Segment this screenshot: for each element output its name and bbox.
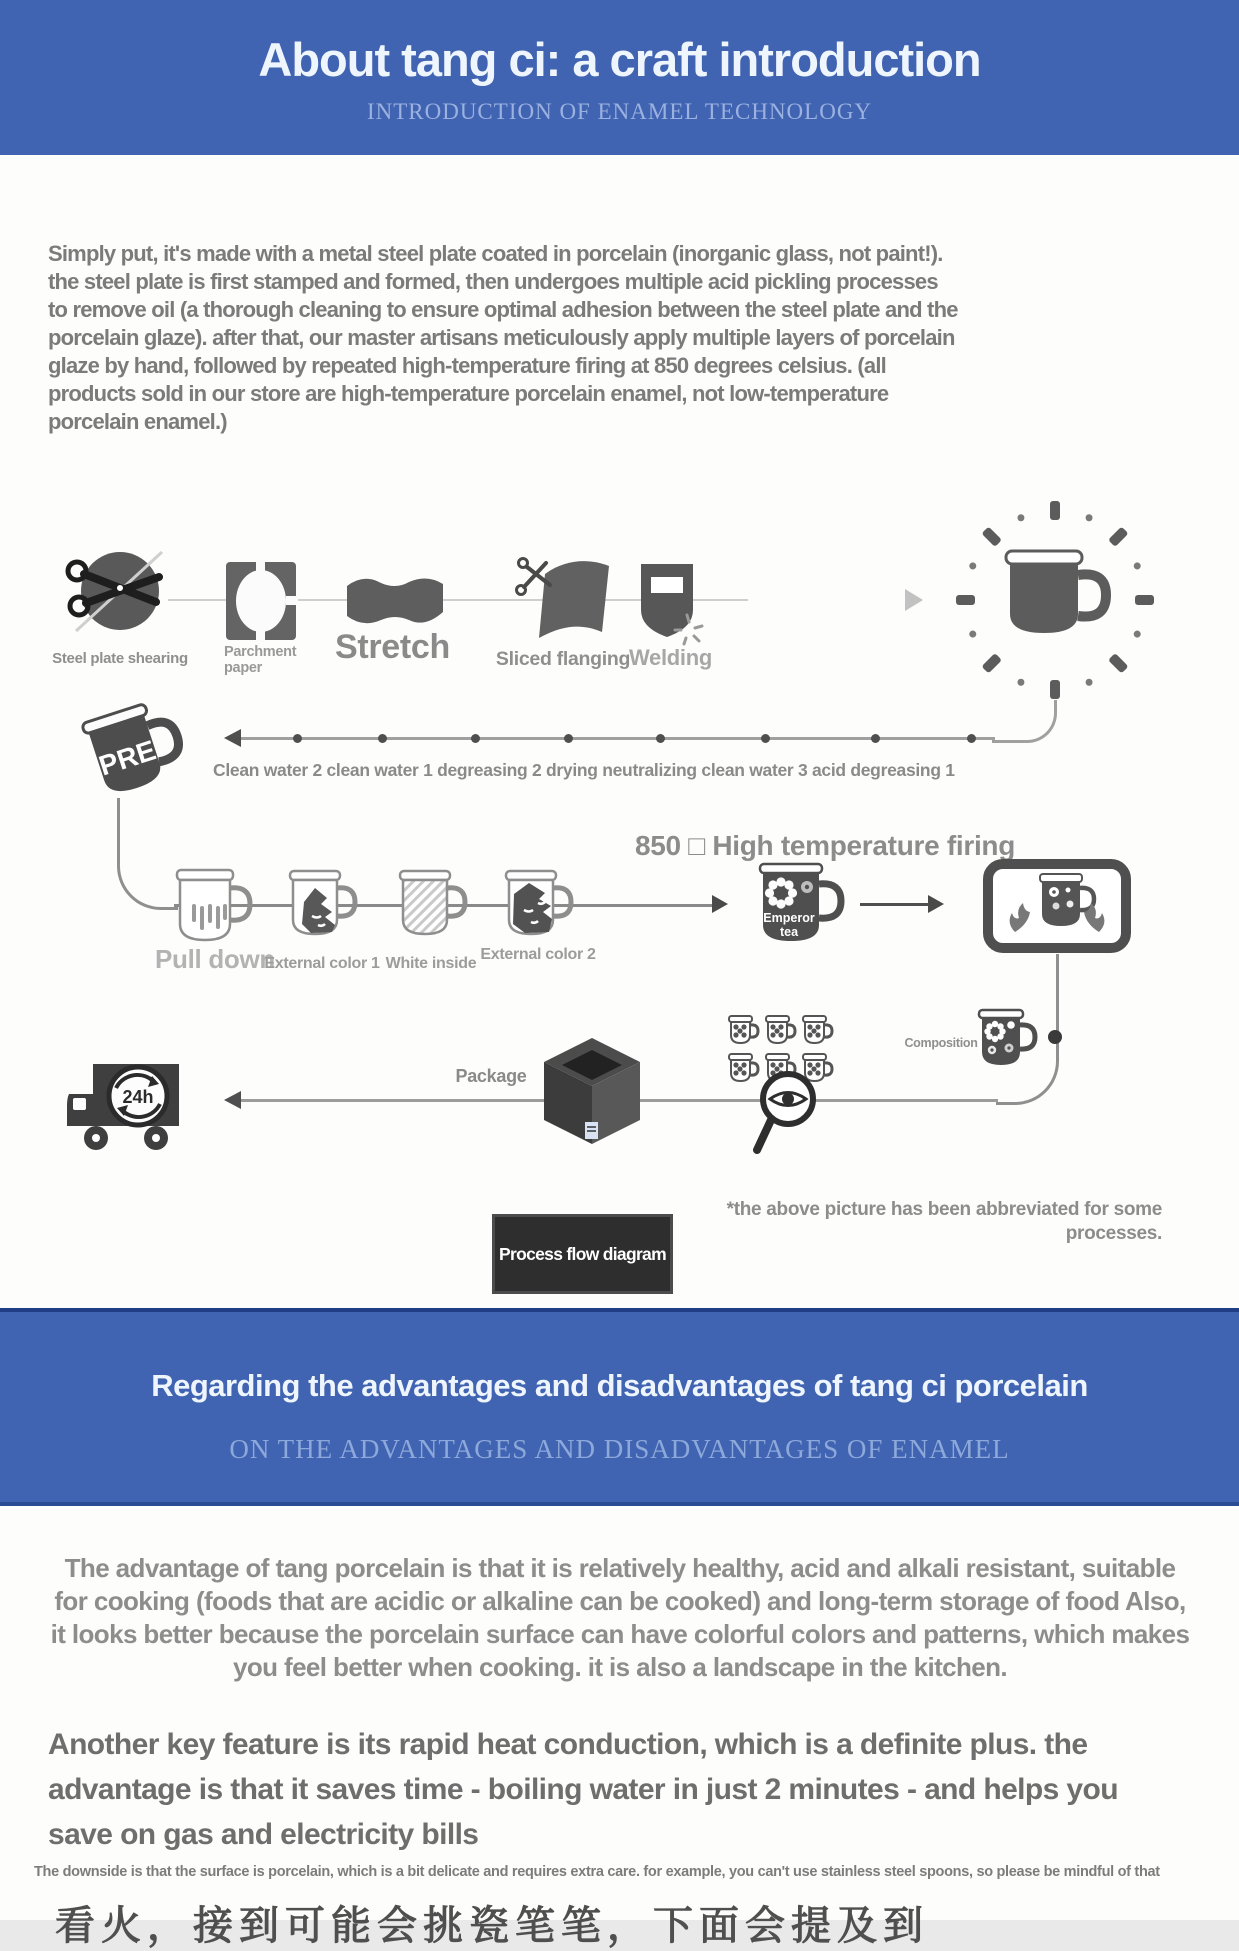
sliced-flanging-icon	[515, 550, 615, 650]
flow-line-row2	[240, 737, 995, 740]
flow-dot	[378, 734, 387, 743]
white-inside-mug-icon	[392, 868, 470, 942]
flow-dot	[564, 734, 573, 743]
process-flow-diagram-box	[492, 1214, 673, 1294]
composition-label: Composition	[904, 1036, 978, 1050]
flow-footnote: *the above picture has been abbreviated for some processes.	[726, 1199, 1162, 1244]
arrow-right-icon	[712, 895, 728, 913]
emperor-mug-text-line2: tea	[779, 925, 799, 939]
steel-plate-shearing-icon	[66, 541, 171, 646]
process-flow-diagram-label: Process flow diagram	[499, 1243, 666, 1264]
advantages-paragraph: The advantage of tang porcelain is that it is relatively healthy, acid and alkali resistant, suitable for cooking (foods that are acidic or alkaline can be cooked) and long-term storage of food Also, it looks better because the porcelain surface can have colorful colors and patterns, which makes you feel better when cooking. it is also a landscape in the kitchen.	[50, 1553, 1190, 1682]
pre-mug-text: PRE	[95, 734, 160, 782]
cleaning-steps-caption: Clean water 2 clean water 1 degreasing 2 drying neutralizing clean water 3 acid degreasing 1	[213, 760, 955, 780]
step-label-shearing: Steel plate shearing	[52, 650, 188, 667]
step-label-welding: Welding	[628, 645, 713, 670]
page-subtitle: INTRODUCTION OF ENAMEL TECHNOLOGY	[366, 99, 873, 124]
stretch-icon	[345, 572, 445, 630]
small-mug-icon	[800, 1014, 836, 1046]
flow-dot	[293, 734, 302, 743]
flow-dot	[656, 734, 665, 743]
truck-badge-text: 24h	[122, 1087, 154, 1107]
flow-dot-large	[1048, 1030, 1062, 1044]
small-mug-icon	[763, 1014, 799, 1046]
firing-oven-icon	[982, 858, 1132, 954]
emperor-tea-mug-icon	[748, 860, 848, 952]
flow-dot	[967, 734, 976, 743]
emperor-mug-text-line1: Emperor	[763, 911, 815, 925]
delivery-truck-icon	[66, 1050, 186, 1152]
step-label-parchment: Parchment paper	[224, 644, 297, 676]
step-label-stretch: Stretch	[334, 628, 451, 666]
clipped-chinese-text: 看火，接到可能会挑瓷笔笔，下面会提及到	[55, 1904, 929, 1948]
header-banner	[0, 0, 1239, 155]
firing-heading: 850 □ High temperature firing	[634, 830, 1016, 861]
section2-title: Regarding the advantages and disadvantages of tang ci porcelain	[151, 1368, 1088, 1403]
step-label-flanging: Sliced flanging	[495, 648, 631, 670]
flow-line-to-oven	[860, 903, 932, 906]
external-color1-mug-icon	[282, 868, 360, 942]
downside-note: The downside is that the surface is porcelain, which is a bit delicate and requires extra care. for example, you can't use stainless steel spoons, so please be mindful of that	[34, 1864, 1160, 1880]
step-label-pulldown: Pull down	[154, 944, 276, 974]
step-label-external2: External color 2	[480, 946, 596, 963]
step-label-whiteinside: White inside	[385, 955, 477, 972]
arrow-left-icon	[224, 729, 241, 747]
flow-dot	[761, 734, 770, 743]
arrow-left-icon	[224, 1091, 241, 1109]
pulldown-mug-icon	[168, 866, 256, 946]
welded-mug-burst-icon	[950, 495, 1160, 705]
package-box-icon	[540, 1038, 645, 1148]
arrow-right-icon	[928, 895, 944, 913]
step-label-external1: External color 1	[264, 955, 380, 972]
external-color2-mug-icon	[498, 868, 576, 942]
section2-banner	[0, 1308, 1239, 1506]
package-label: Package	[455, 1066, 527, 1086]
flow-connector-right-top	[992, 700, 1057, 743]
page-title: About tang ci: a craft introduction	[258, 33, 981, 86]
heat-paragraph: Another key feature is its rapid heat conduction, which is a definite plus. the advantage is that it saves time - boiling water in just 2 minutes - and helps you save on gas and electricity bills	[48, 1728, 1118, 1851]
intro-paragraph: Simply put, it's made with a metal steel plate coated in porcelain (inorganic glass, not paint!). the steel plate is first stamped and formed, then undergoes multiple acid pickling processes to remove oil (a thorough cleaning to ensure optimal adhesion between the steel plate and the porcelain glaze). after that, our master artisans meticulously apply multiple layers of porcelain glaze by hand, followed by repeated high-temperature firing at 850 degrees celsius. (all products sold in our store are high-temperature porcelain enamel, not low-temperature porcelain enamel.)	[48, 241, 958, 434]
flow-dot	[471, 734, 480, 743]
inspection-magnifier-icon	[750, 1068, 822, 1156]
arrow-right-icon	[905, 589, 923, 611]
welding-mask-icon	[636, 560, 706, 646]
flow-dot	[871, 734, 880, 743]
small-mug-icon	[726, 1014, 762, 1046]
section2-subtitle: ON THE ADVANTAGES AND DISADVANTAGES OF ENAMEL	[229, 1434, 1010, 1464]
composition-mug-icon	[972, 1008, 1038, 1070]
parchment-paper-icon	[224, 560, 298, 642]
